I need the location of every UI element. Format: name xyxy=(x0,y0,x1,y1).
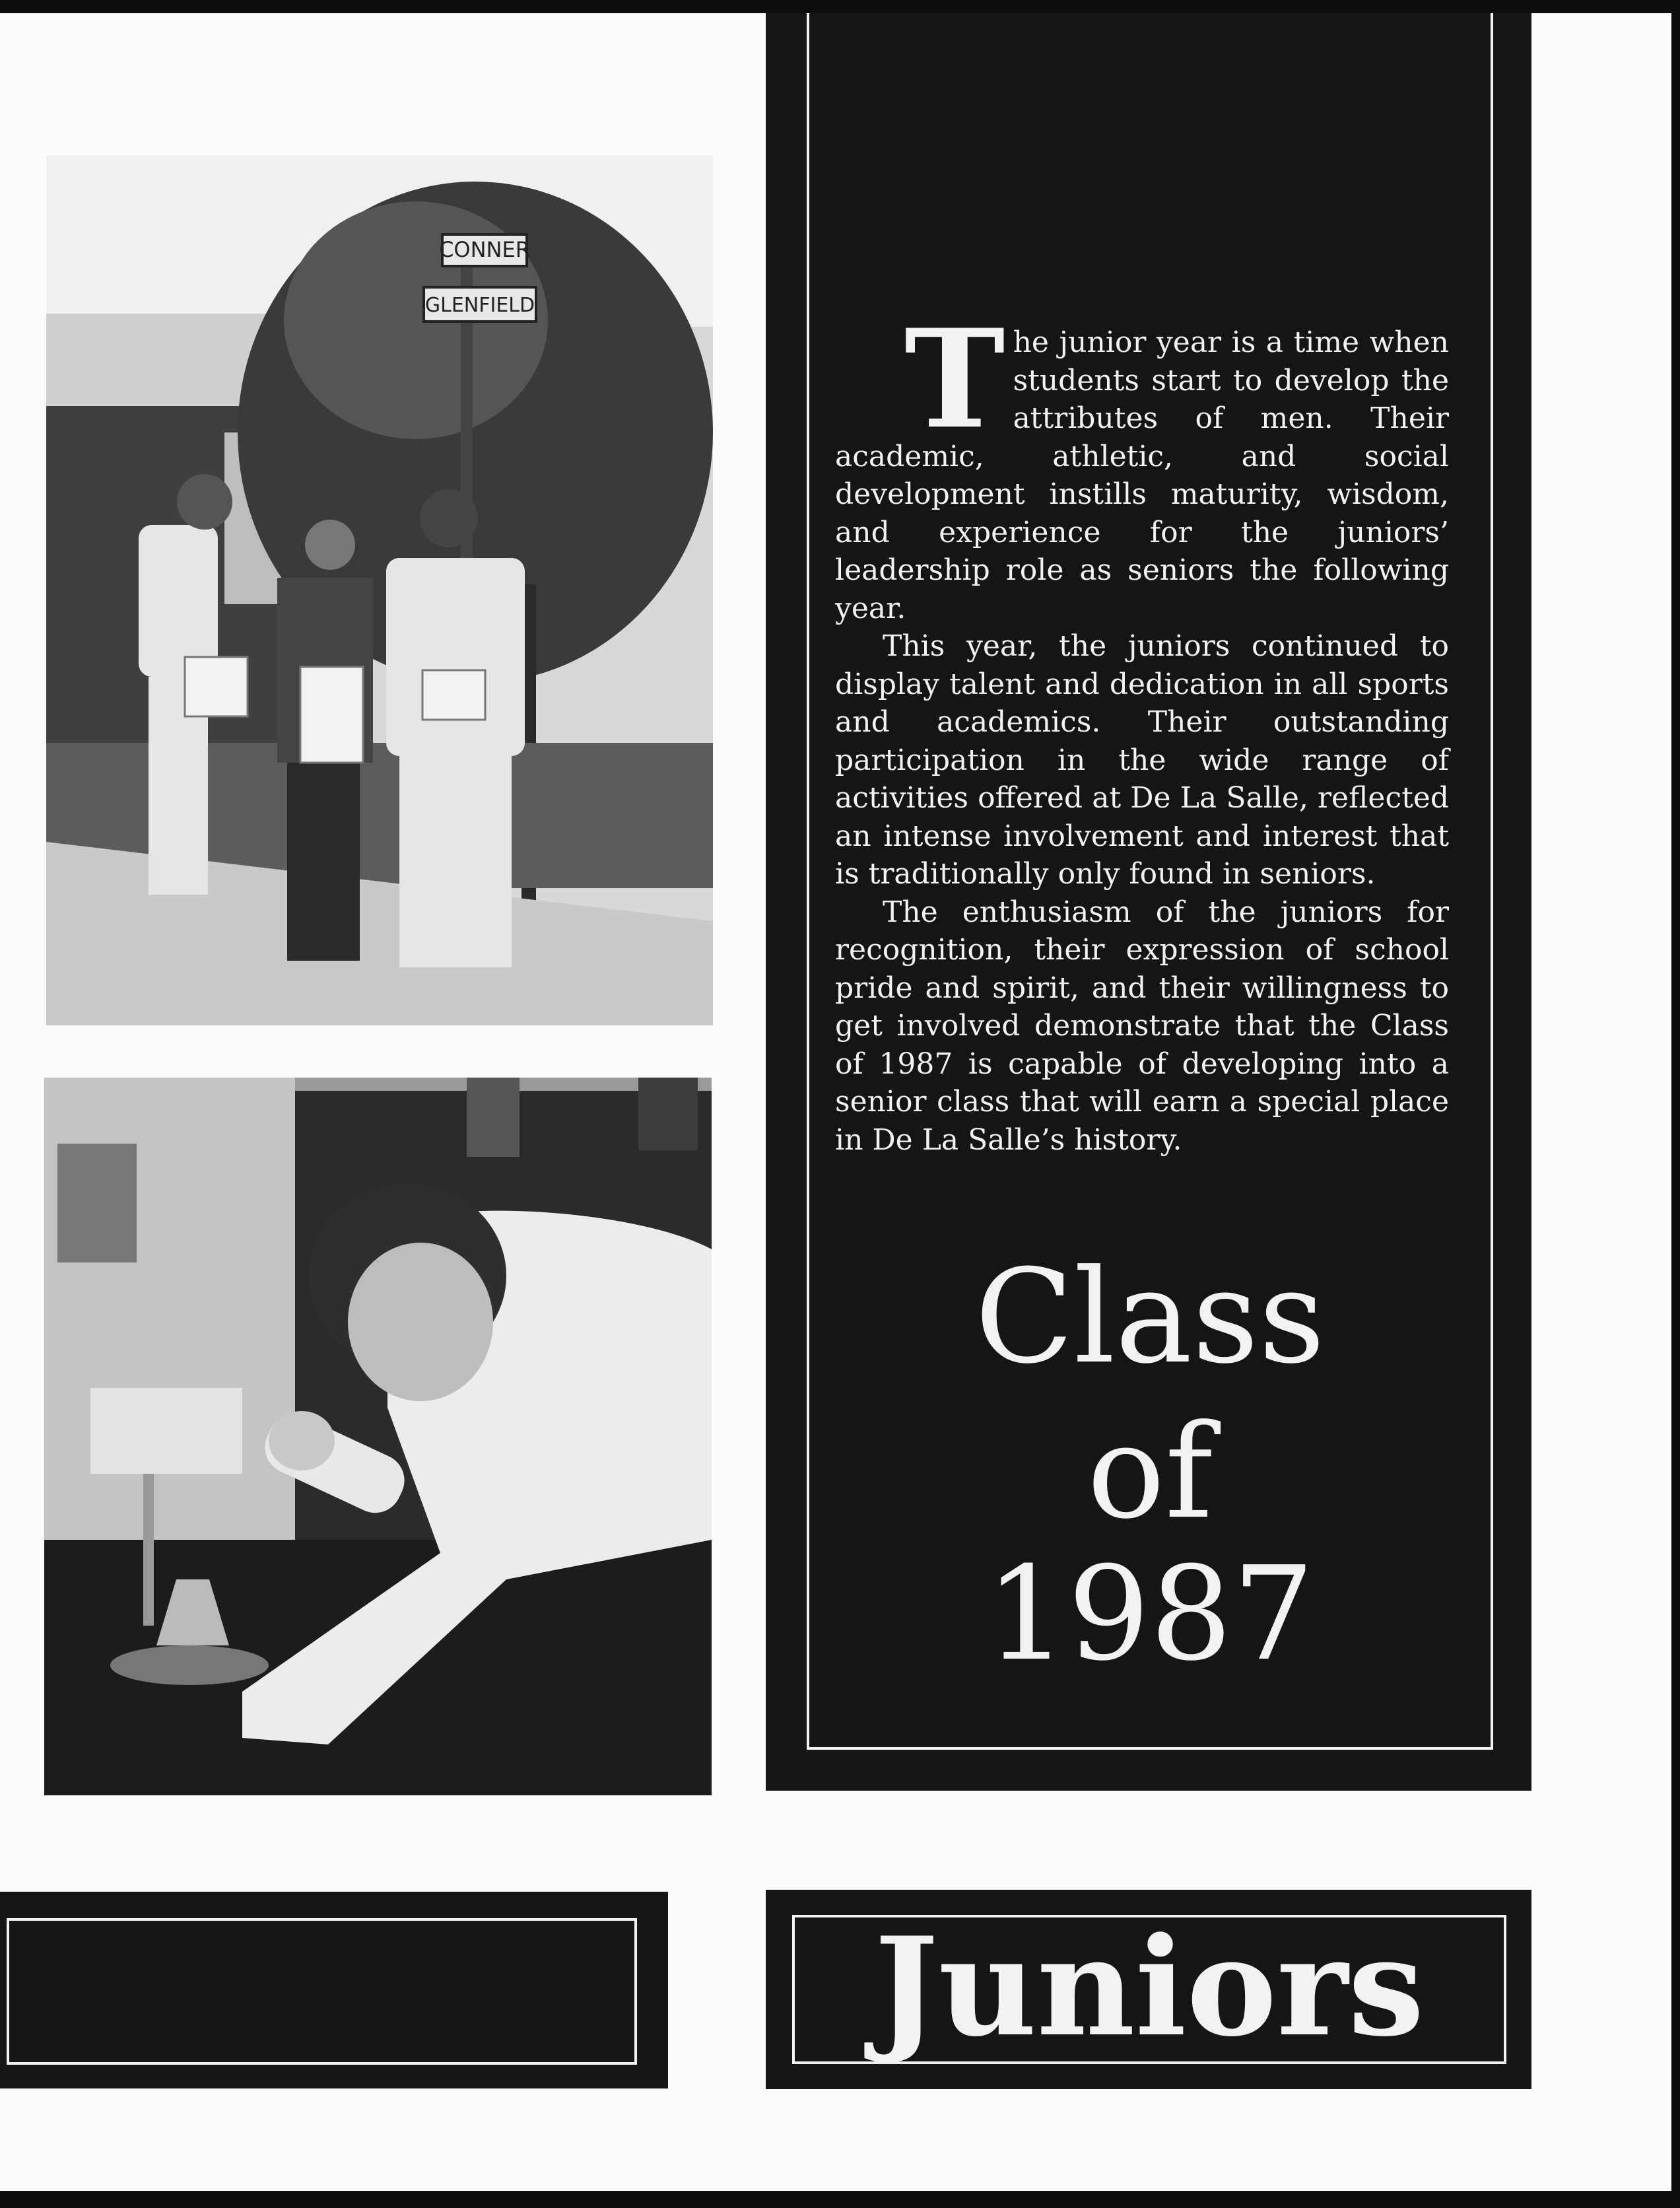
scan-border-bottom xyxy=(0,2191,1680,2208)
scan-border-right xyxy=(1671,0,1680,2208)
bottom-left-bar-frame xyxy=(7,1918,637,2065)
photo-student-in-lab xyxy=(44,1078,712,1795)
sign-top-text: CONNER xyxy=(439,237,530,262)
drop-cap: T xyxy=(904,300,1005,459)
story-text xyxy=(835,300,1449,1159)
class-title-line-3: 1987 xyxy=(985,1539,1315,1690)
story-paragraph-1 xyxy=(835,300,1449,627)
story-paragraph-2: This year, the juniors continued to display talent and dedication in all sports and academics. Their outstanding participation in the wide range of activities offered at De La Salle, reflected an intense involvement and interest that is traditionally only found in seniors. xyxy=(835,629,1449,891)
sign-bottom-text: GLENFIELD xyxy=(424,294,535,317)
story-paragraph-3: The enthusiasm of the juniors for recognition, their expression of school pride and spirit, and their willingness to get involved demonstrate that the Class of 1987 is capable of developing into a senior class that will earn a special place in De La Salle’s history. xyxy=(835,895,1449,1157)
section-label: Juniors xyxy=(874,1908,1425,2067)
story-paragraph-1-text: he junior year is a time when students start to develop the attributes of men. Their academic, athletic, and social development instills maturity, wisdom, and experience for the juniors’ leadership role as seniors the following year. xyxy=(835,326,1449,625)
class-title-line-2: of xyxy=(1087,1397,1213,1548)
photo-students-with-books xyxy=(46,155,713,1025)
class-title-line-1: Class xyxy=(974,1242,1326,1393)
scan-border-top xyxy=(0,0,1680,13)
